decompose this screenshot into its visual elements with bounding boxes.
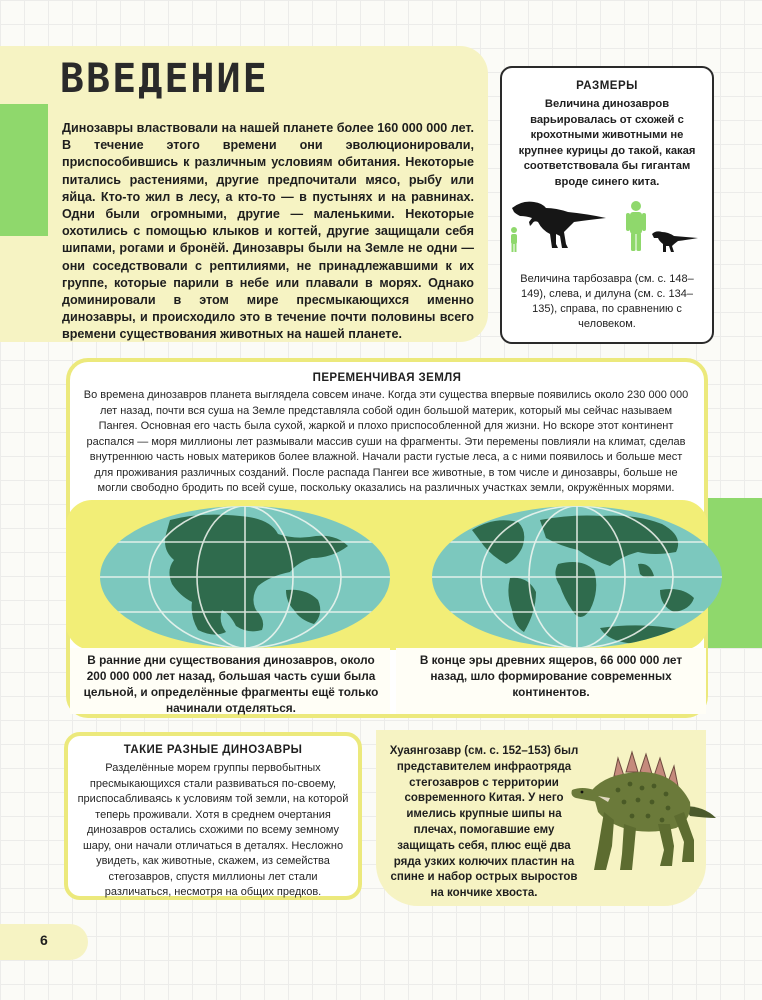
page-title: ВВЕДЕНИЕ (60, 56, 269, 102)
human-icon (626, 201, 646, 251)
sizes-text: Величина динозавров варьировалась от схожей с крохотными животными не крупнее курицы до такой, какая соответствовала бы гигантам вроде синего кита. (518, 98, 696, 188)
changing-earth-title: ПЕРЕМЕНЧИВАЯ ЗЕМЛЯ (312, 372, 462, 384)
intro-accent-bar (0, 104, 48, 236)
dilong-silhouette-icon (652, 231, 698, 252)
size-comparison-silhouettes (502, 194, 712, 264)
pangaea-caption: В ранние дни существования динозавров, около 200 000 000 лет назад, большая часть суши была цельной, и определённые фрагменты ещё только начинали отделяться. (83, 653, 379, 715)
sizes-title: РАЗМЕРЫ (576, 80, 638, 92)
tarbosaurus-silhouette-icon (512, 202, 606, 248)
sizes-caption: Величина тарбозавра (см. с. 148–149), слева, и дилуна (см. с. 134–135), справа, по сравнению с человеком. (520, 273, 694, 330)
varied-dinos-text: Разделённые морем группы первобытных пресмыкающихся стали развиваться по-своему, приспосабливаясь к условиям той земли, на которой теперь проживали. Хотя в среднем очертания динозавров остались схожими по всему земному шару, они начали отличаться в деталях. Несложно увидеть, как животные, скажем, из семейства стегозавров, спустя миллионы лет стали различаться, несмотря на общих предков. (77, 762, 349, 898)
intro-text: Динозавры властвовали на нашей планете более 160 000 000 лет. В течение этого времени они эволюционировали, приспособившись к различным условиям обитания. Некоторые питались растениями, другие предпочитали мясо, рыбу или яйца. Кто-то жил в лесу, а кто-то — в пустынях и на равнинах. Одни были огромными, другие — маленькими. Некоторые охотились с помощью клыков и когтей, другие защищали себя шипами, рогами и бронёй. Динозавры были на Земле не одни — они соседствовали с рептилиями, не принадлежавшими к их группе, которые парили в небе или плавали в морях. Однако доминировали в этом мире пресмыкающихся именно динозавры, и происходило это в течение почти половины всего времени существования животных на нашей планете. (62, 121, 474, 342)
page-number: 6 (40, 932, 48, 948)
varied-dinos-title: ТАКИЕ РАЗНЫЕ ДИНОЗАВРЫ (123, 744, 303, 756)
huayangosaurus-text: Хуаянгозавр (см. с. 152–153) был представителем инфраотряда стегозавров с территории современного Китая. У него имелись крупные шипы на плечах, помогавшие ему защищать себя, плюс ещё два ряда узких колючих пластин на спине и набор острых выростов на кончике хвоста. (389, 745, 579, 900)
huayangosaurus-illustration (568, 746, 718, 878)
pangaea-map (100, 506, 390, 648)
changing-earth-text: Во времена динозавров планета выглядела совсем иначе. Когда эти существа впервые появились около 230 000 000 лет назад, почти вся суша на Земле представляла собой один большой материк, который мы сейчас называем Пангея. Основная его часть была сухой, жаркой и плохо приспособленной для жизни. Но вскоре этот континент распался — моря миллионы лет размывали массив суши на фрагменты. Эти перемены повлияли на климат, сделав внутреннюю часть новых материков более влажной. Начали расти густые леса, а с ними появилось и больше мест для проживания различных созданий. После распада Пангеи все животные, в том числе и динозавры, больше не могли свободно бродить по всей суше, поскольку оказались на различных участках земли, окружённых морями. (83, 389, 689, 494)
late-cretaceous-map (432, 506, 722, 648)
small-human-icon (511, 227, 517, 252)
cretaceous-caption: В конце эры древних ящеров, 66 000 000 лет назад, шло формирование современных континентов. (419, 653, 683, 699)
